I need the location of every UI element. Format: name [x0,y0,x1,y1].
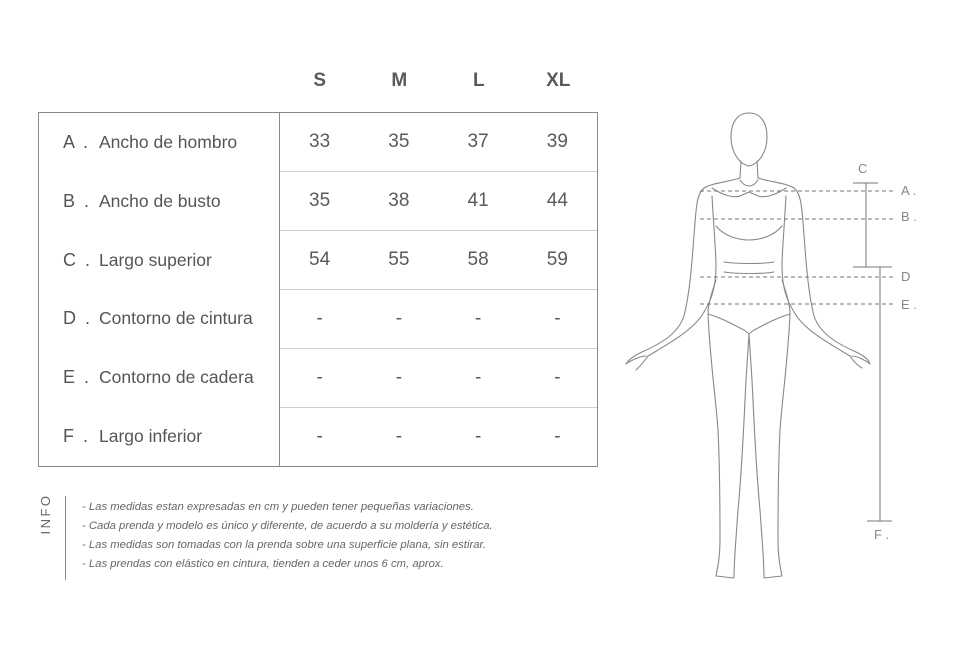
info-notes-list [82,498,493,574]
figure-label-c: C [858,161,868,176]
table-row [280,289,597,348]
value-cell: - [474,367,482,388]
table-row [280,171,597,230]
value-cell: 33 [309,131,331,152]
info-note: - Las medidas estan expresadas en cm y pueden tener pequeñas variaciones. [82,501,474,513]
measurement-label-f [39,407,279,466]
figure-hips [708,280,790,334]
figure-hands [626,356,870,370]
table-row [280,348,597,407]
measurement-letter: E . [63,367,92,388]
measurement-label-e [39,348,279,407]
size-header-l: L [472,70,485,91]
value-cell: - [395,308,403,329]
info-note: - Cada prenda y modelo es único y diferente, de acuerdo a su moldería y estética. [82,520,493,532]
value-cell: 41 [467,190,489,211]
measurement-labels-column [39,113,280,466]
info-divider [65,496,66,580]
table-row [280,407,597,466]
value-cell: - [554,308,561,329]
body-measurement-figure [610,100,950,590]
measurement-values-column [280,113,597,466]
measurement-letter: B . [63,190,92,211]
measurement-letter: A . [63,131,91,152]
size-header-xl: XL [546,70,571,91]
size-header-m: M [391,70,408,91]
value-cell: 54 [309,249,331,270]
measurement-name: Ancho de hombro [99,131,238,152]
measurement-name: Contorno de cintura [99,308,253,329]
figure-label-f: F . [874,527,890,542]
value-cell: 44 [546,190,568,211]
value-cell: 58 [467,249,489,270]
measurement-name: Largo inferior [99,426,203,447]
info-note: - Las medidas son tomadas con la prenda sobre una superficie plana, sin estirar. [82,539,486,551]
measurement-label-b [39,172,279,231]
measurement-label-d [39,289,279,348]
value-cell: - [395,367,403,388]
value-cell: 55 [388,249,410,270]
value-cell: 39 [546,131,568,152]
info-note: - Las prendas con elástico en cintura, tienden a ceder unos 6 cm, aprox. [82,558,444,570]
value-cell: - [554,367,561,388]
figure-legs [708,314,790,578]
size-table [38,112,598,467]
value-cell: 35 [309,190,331,211]
value-cell: 37 [467,131,489,152]
table-row [280,113,597,171]
measurement-letter: F . [63,426,90,447]
value-cell: - [316,426,323,447]
measurement-label-a [39,113,279,172]
figure-label-b: B . [901,209,917,224]
info-section [38,493,598,580]
figure-top [712,180,786,240]
measurement-label-c [39,231,279,290]
measurement-letter: D . [63,308,93,329]
value-cell: - [395,426,403,447]
measurement-name: Ancho de busto [99,190,221,211]
figure-label-e: E . [901,297,917,312]
measurement-letter: C . [63,249,93,270]
value-cell: - [554,426,561,447]
value-cell: - [316,367,323,388]
value-cell: 35 [388,131,410,152]
value-cell: 59 [546,249,568,270]
value-cell: - [474,308,482,329]
table-row [280,230,597,289]
measurement-name: Contorno de cadera [99,367,254,388]
figure-head [731,113,767,166]
value-cell: - [474,426,482,447]
figure-label-a: A . [901,183,917,198]
value-cell: 38 [388,190,410,211]
figure-arms [648,196,850,356]
figure-label-d: D [901,269,911,284]
info-label: INFO [38,493,53,535]
figure-waist [724,262,774,274]
value-cell: - [316,308,323,329]
measurement-name: Largo superior [99,249,212,270]
size-header-s: S [313,70,327,91]
size-header-row [280,70,598,96]
figure-torso [626,178,870,364]
